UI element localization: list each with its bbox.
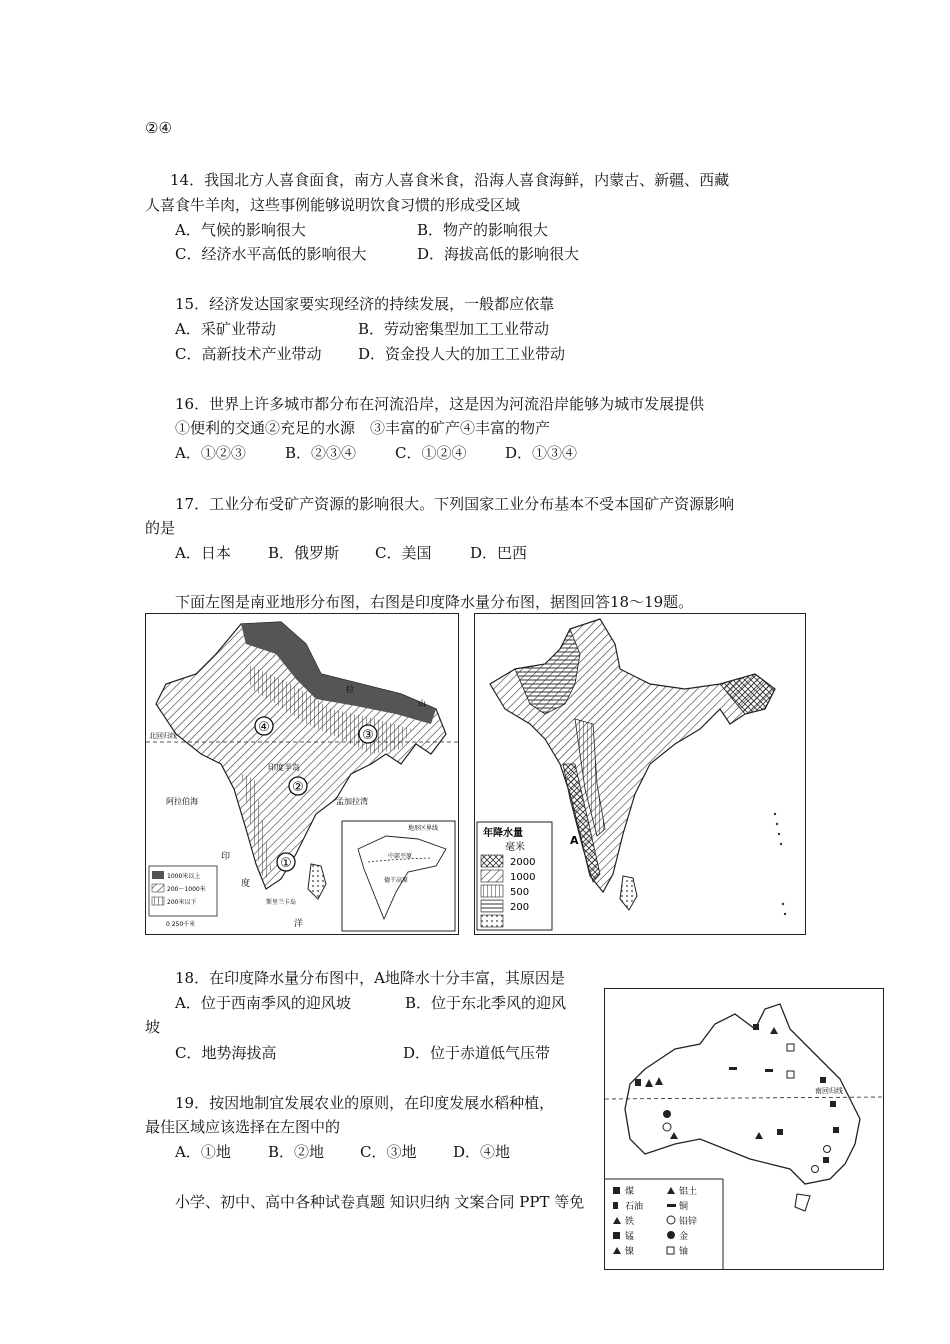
region-marker-1 <box>277 853 295 871</box>
india-precipitation-map <box>474 613 806 935</box>
svg-text:1000: 1000 <box>510 872 536 883</box>
q17-option-c: C．美国 <box>375 544 432 562</box>
q17-option-b: B．俄罗斯 <box>268 544 340 562</box>
svg-text:地形区界线: 地形区界线 <box>408 825 439 832</box>
q18-option-b-wrap: 坡 <box>145 1018 161 1036</box>
q15-option-a: A．采矿业带动 <box>175 320 276 338</box>
svg-text:2000: 2000 <box>510 857 536 868</box>
q16-option-a: A．①②③ <box>175 444 246 462</box>
q19-option-a: A．①地 <box>175 1143 231 1161</box>
q19-option-b: B．②地 <box>268 1143 325 1161</box>
svg-text:德干高原: 德干高原 <box>384 877 409 884</box>
svg-text:铜: 铜 <box>679 1202 689 1212</box>
q19-stem-2: 最佳区域应该选择在左图中的 <box>145 1118 341 1136</box>
top-fragment: ②④ <box>145 119 172 137</box>
svg-text:200～1000米: 200～1000米 <box>167 886 206 893</box>
terrain-legend <box>149 866 217 916</box>
svg-text:年降水量: 年降水量 <box>483 828 523 839</box>
q17-option-d: D．巴西 <box>470 544 528 562</box>
svg-text:镍: 镍 <box>625 1247 635 1257</box>
q17-option-a: A．日本 <box>175 544 231 562</box>
label-indian-ocean-2: 度 <box>241 879 251 889</box>
svg-text:石油: 石油 <box>625 1202 644 1212</box>
q15-option-c: C．高新技术产业带动 <box>175 345 322 363</box>
q18-stem: 18．在印度降水量分布图中，A地降水十分丰富，其原因是 <box>175 969 565 987</box>
q18-option-d: D．位于赤道低气压带 <box>403 1044 551 1062</box>
q14-option-c: C．经济水平高低的影响很大 <box>175 245 367 263</box>
region-marker-4 <box>255 717 273 735</box>
q15-stem: 15．经济发达国家要实现经济的持续发展，一般都应依靠 <box>175 295 555 313</box>
q14-option-a: A．气候的影响很大 <box>175 221 306 239</box>
q17-stem-1: 17．工业分布受矿产资源的影响很大。下列国家工业分布基本不受本国矿产资源影响 <box>175 495 735 513</box>
australia-minerals-map <box>604 988 884 1270</box>
q19-option-d: D．④地 <box>453 1143 511 1161</box>
q16-stem: 16．世界上许多城市都分布在河流沿岸，这是因为河流沿岸能够为城市发展提供 <box>175 395 705 413</box>
sri-lanka-island <box>308 864 326 899</box>
footer-text: 小学、初中、高中各种试卷真题 知识归纳 文案合同 PPT 等免 <box>175 1193 585 1211</box>
label-indian-ocean-1: 印 <box>221 852 231 862</box>
region-marker-3 <box>359 725 377 743</box>
svg-text:③: ③ <box>362 728 374 743</box>
sri-lanka-island <box>620 876 637 910</box>
svg-text:1000米以上: 1000米以上 <box>167 873 201 880</box>
tropic-label: 北回归线 <box>149 732 177 740</box>
q14-stem-1: 14．我国北方人喜食面食，南方人喜食米食，沿海人喜食海鲜，内蒙古、新疆、西藏 <box>170 171 730 189</box>
svg-text:煤: 煤 <box>625 1187 635 1197</box>
q18-option-b: B．位于东北季风的迎风 <box>405 994 567 1012</box>
label-plateau: 印度半岛 <box>268 763 300 772</box>
q18-option-c: C．地势海拔高 <box>175 1044 277 1062</box>
svg-text:毫米: 毫米 <box>505 842 525 853</box>
svg-text:②: ② <box>292 780 304 795</box>
q14-stem-2: 人喜食牛羊肉，这些事例能够说明饮食习惯的形成受区域 <box>145 196 521 214</box>
q18-option-a: A．位于西南季风的迎风坡 <box>175 994 351 1012</box>
q14-option-b: B．物产的影响很大 <box>417 221 549 239</box>
label-indian-ocean-3: 洋 <box>294 919 304 929</box>
label-la: 拉 <box>346 685 354 694</box>
svg-text:铝土: 铝土 <box>679 1187 698 1197</box>
q19-option-c: C．③地 <box>360 1143 417 1161</box>
q16-items: ①便利的交通②充足的水源 ③丰富的矿产④丰富的物产 <box>175 419 551 437</box>
region-marker-2 <box>289 777 307 795</box>
minerals-legend <box>605 1179 723 1269</box>
svg-text:金: 金 <box>679 1232 689 1242</box>
svg-text:铁: 铁 <box>625 1217 635 1227</box>
point-a-label: A <box>570 834 579 847</box>
q16-option-c: C．①②④ <box>395 444 467 462</box>
q19-stem-1: 19．按因地制宜发展农业的原则，在印度发展水稻种植， <box>175 1094 555 1112</box>
svg-text:④: ④ <box>258 720 270 735</box>
q14-option-d: D．海拔高低的影响很大 <box>417 245 580 263</box>
tropic-line <box>605 1097 883 1099</box>
andaman-islands <box>774 813 786 915</box>
svg-text:铀: 铀 <box>679 1247 689 1257</box>
svg-text:500: 500 <box>510 887 530 898</box>
label-bay: 孟加拉湾 <box>336 797 368 806</box>
tasmania <box>795 1194 810 1211</box>
scale-bar-label: 0 250千米 <box>166 921 196 928</box>
map-intro: 下面左图是南亚地形分布图，右图是印度降水量分布图，据图回答18～19题。 <box>175 593 694 611</box>
precipitation-legend <box>477 822 552 930</box>
svg-text:锰: 锰 <box>625 1232 635 1242</box>
svg-text:①: ① <box>280 856 292 871</box>
q16-option-d: D．①③④ <box>505 444 578 462</box>
q17-stem-2: 的是 <box>145 519 176 537</box>
inset-map <box>342 821 455 931</box>
svg-text:200米以下: 200米以下 <box>167 899 197 906</box>
mineral-symbols <box>635 1024 839 1173</box>
tropic-label: 南回归线 <box>815 1087 843 1095</box>
q16-option-b: B．②③④ <box>285 444 357 462</box>
svg-text:中部平原: 中部平原 <box>388 853 413 860</box>
svg-text:铅锌: 铅锌 <box>679 1217 698 1227</box>
q15-option-b: B．劳动密集型加工工业带动 <box>358 320 550 338</box>
label-shan: 山 <box>418 699 426 708</box>
q15-option-d: D．资金投人大的加工工业带动 <box>358 345 566 363</box>
label-arabian-sea: 阿拉伯海 <box>166 797 198 806</box>
south-asia-terrain-map <box>145 613 459 935</box>
svg-text:200: 200 <box>510 902 530 913</box>
label-sri-lanka: 斯里兰卡岛 <box>266 899 297 906</box>
